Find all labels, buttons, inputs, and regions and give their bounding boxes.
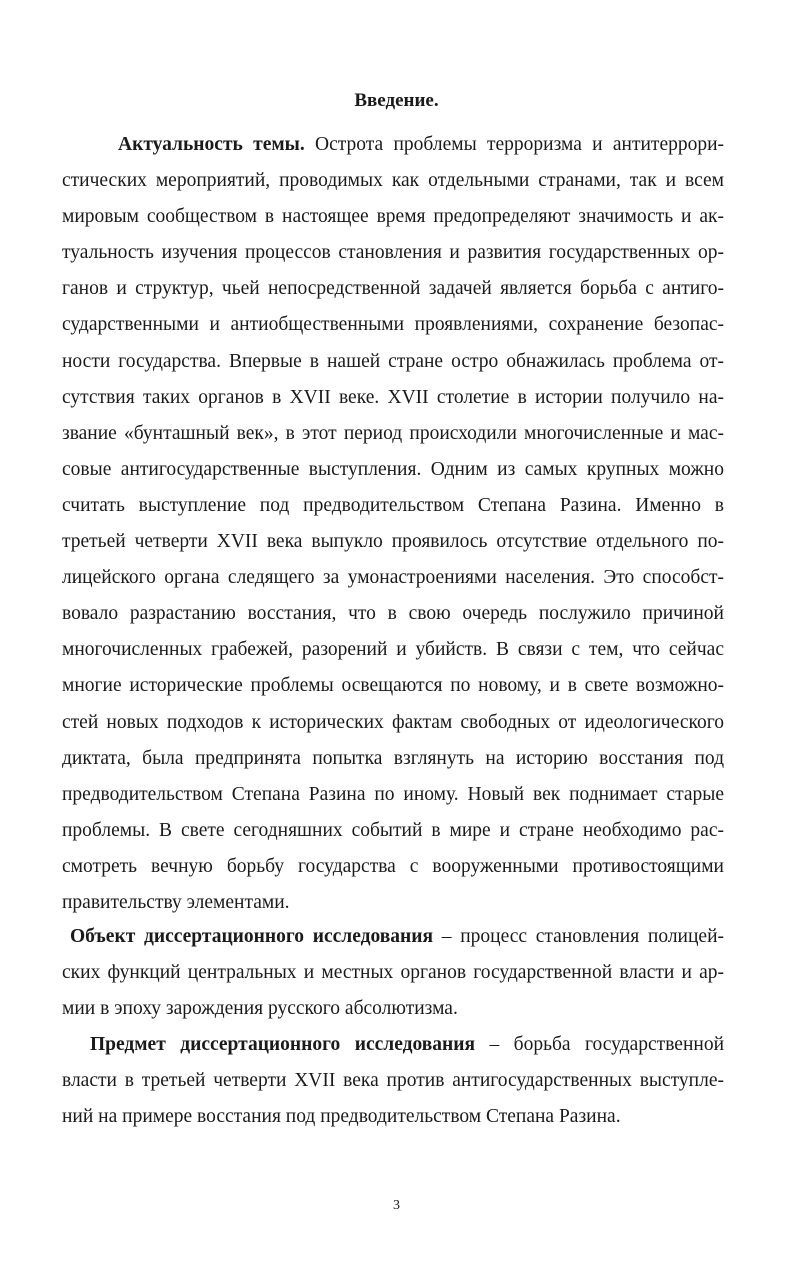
text-line: ских функций центральных и местных органов государственной власти и ар- bbox=[62, 962, 724, 984]
text-line: считать выступление под предводительством Степана Разина. Именно в bbox=[62, 494, 724, 516]
text-line: ганов и структур, чьей непосредственной задачей является борьба с антиго- bbox=[62, 278, 724, 300]
paragraph-object bbox=[62, 919, 724, 1027]
text-line: совые антигосударственные выступления. Одним из самых крупных можно bbox=[62, 458, 724, 480]
text-line: сударственными и антиобщественными проявлениями, сохранение безопас- bbox=[62, 314, 724, 336]
text-line: диктата, была предпринята попытка взглянуть на историю восстания под bbox=[62, 747, 724, 769]
text-line: многочисленных грабежей, разорений и убийств. В связи с тем, что сейчас bbox=[62, 639, 724, 661]
text-line: предводительством Степана Разина по иному. Новый век поднимает старые bbox=[62, 783, 724, 805]
text-line: ний на примере восстания под предводительством Степана Разина. bbox=[62, 1106, 621, 1128]
paragraph-relevance bbox=[62, 127, 724, 921]
text-line: стей новых подходов к исторических фактам свободных от идеологического bbox=[62, 711, 724, 733]
text-line: третьей четверти XVII века выпукло проявилось отсутствие отдельного по- bbox=[62, 531, 724, 553]
text-line: мировым сообществом в настоящее время предопределяют значимость и ак- bbox=[62, 206, 724, 228]
text-line-content: – процесс становления полицей- bbox=[441, 926, 725, 947]
section-heading-subject: Предмет диссертационного исследования bbox=[90, 1034, 476, 1055]
text-line: власти в третьей четверти XVII века против антигосударственных выступле- bbox=[62, 1070, 724, 1092]
section-heading-relevance: Актуальность темы. bbox=[118, 134, 305, 155]
text-line: звание «бунташный век», в этот период происходили многочисленные и мас- bbox=[62, 422, 724, 444]
text-line: сутствия таких органов в XVII веке. XVII столетие в истории получило на- bbox=[62, 386, 724, 408]
text-line-content: Острота проблемы терроризма и антитеррори- bbox=[315, 134, 725, 155]
text-line: вовало разрастанию восстания, что в свою очередь послужило причиной bbox=[62, 603, 724, 625]
text-line: стических мероприятий, проводимых как отдельными странами, так и всем bbox=[62, 170, 724, 192]
text-line-content: – борьба государственной bbox=[489, 1034, 725, 1055]
text-line: правительству элементами. bbox=[62, 891, 290, 913]
section-heading-object: Объект диссертационного исследования bbox=[70, 926, 434, 947]
text-line: смотреть вечную борьбу государства с вооруженными противостоящими bbox=[62, 855, 724, 877]
text-line: проблемы. В свете сегодняшних событий в мире и стране необходимо рас- bbox=[62, 819, 724, 841]
page-number: 3 bbox=[393, 1198, 400, 1213]
text-line: мии в эпоху зарождения русского абсолютизма. bbox=[62, 998, 458, 1020]
text-line bbox=[62, 1027, 724, 1063]
text-line: ности государства. Впервые в нашей стране остро обнажилась проблема от- bbox=[62, 350, 724, 372]
text-line: лицейского органа следящего за умонастроениями населения. Это способст- bbox=[62, 567, 724, 589]
page-title: Введение. bbox=[354, 90, 439, 111]
text-line: туальность изучения процессов становления и развития государственных ор- bbox=[62, 242, 724, 264]
text-line bbox=[62, 127, 724, 163]
text-line bbox=[62, 919, 724, 955]
text-line: многие исторические проблемы освещаются по новому, и в свете возможно- bbox=[62, 675, 724, 697]
paragraph-subject bbox=[62, 1027, 724, 1135]
